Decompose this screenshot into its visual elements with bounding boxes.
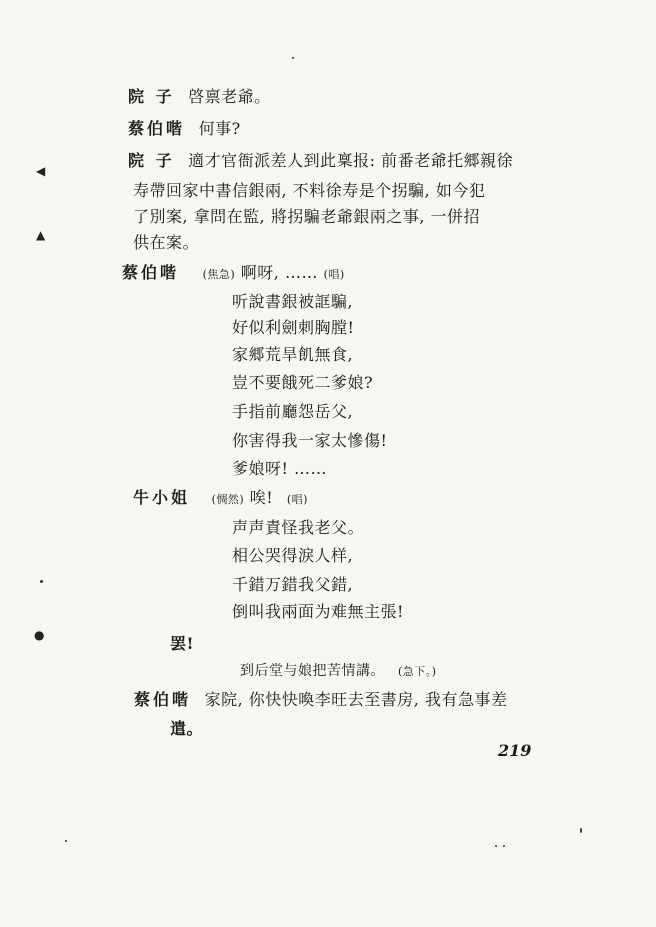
dialogue-text: 唉! [249,488,274,507]
stage-direction: (急下。) [397,665,437,678]
dialogue-text: 適才官衙派差人到此稟报: 前番老爺托郷親徐 [188,151,514,170]
dialogue-text: 家院, 你快快喚李旺去至書房, 我有急事差 [204,690,508,709]
margin-dot-icon [292,57,294,59]
song-line: 倒叫我兩面为难無主張! [232,602,404,621]
margin-dot-icon [580,828,582,833]
song-line: 家郷荒旱飢無食, [232,345,354,364]
song-text: 到后堂与娘把苦情講。 [240,663,385,679]
margin-arrow-icon: ▲ [36,228,46,242]
song-line: 相公哭得淚人样, [232,546,354,565]
margin-dot-icon [40,580,43,583]
dialogue-text: 罢! [170,634,195,653]
margin-bullet-icon: ● [34,628,45,642]
stage-direction: (焦急) [202,268,236,281]
song-line: 豈不要餓死二爹娘? [232,373,374,392]
dialogue-continuation: 遣。 [170,719,204,738]
margin-dot-icon [495,845,497,847]
dialogue-line-2 [128,118,241,140]
song-line [240,660,437,683]
dialogue-text: 啓禀老爺。 [188,87,271,106]
margin-arrow-icon: ◀ [36,164,46,178]
song-line: 声声責怪我老父。 [232,518,365,537]
stage-direction: (唱) [286,493,308,506]
dialogue-line-1 [128,86,271,108]
speaker-name: 院 子 [128,151,175,170]
speaker-name: 牛小姐 [133,488,191,507]
dialogue-continuation: 了別案, 拿問在監, 將拐騙老爺銀兩之事, 一併招 [133,207,481,226]
dialogue-continuation: 寿帶回家中書信銀兩, 不料徐寿是个拐騙, 如今犯 [133,181,486,200]
song-line: 爹娘呀! …… [232,459,328,478]
song-line: 千錯万錯我父錯, [232,575,354,594]
dialogue-line-11 [134,689,507,711]
dialogue-text: 啊呀, …… [240,263,318,282]
dialogue-line-3 [128,150,513,172]
margin-dot-icon [503,845,505,847]
dialogue-line-8 [133,487,308,511]
margin-dot-icon [65,840,67,842]
speaker-name: 蔡伯喈 [128,119,186,138]
stage-direction: (唱) [323,268,345,281]
song-line: 手指前廳怨岳父, [232,402,354,421]
dialogue-continuation: 供在案。 [133,233,200,252]
stage-direction: (惆然) [211,493,245,506]
song-line: 好似利劍刺胸膛! [232,318,355,337]
page-number: 219 [498,741,532,760]
dialogue-line-7 [122,262,345,286]
speaker-name: 蔡伯喈 [122,263,180,282]
dialogue-text: 何事? [198,119,241,138]
song-line: 你害得我一家太慘傷! [232,431,388,450]
speaker-name: 院 子 [128,87,175,106]
song-line: 听說書銀被誆騙, [232,292,354,311]
speaker-name: 蔡伯喈 [134,690,192,709]
